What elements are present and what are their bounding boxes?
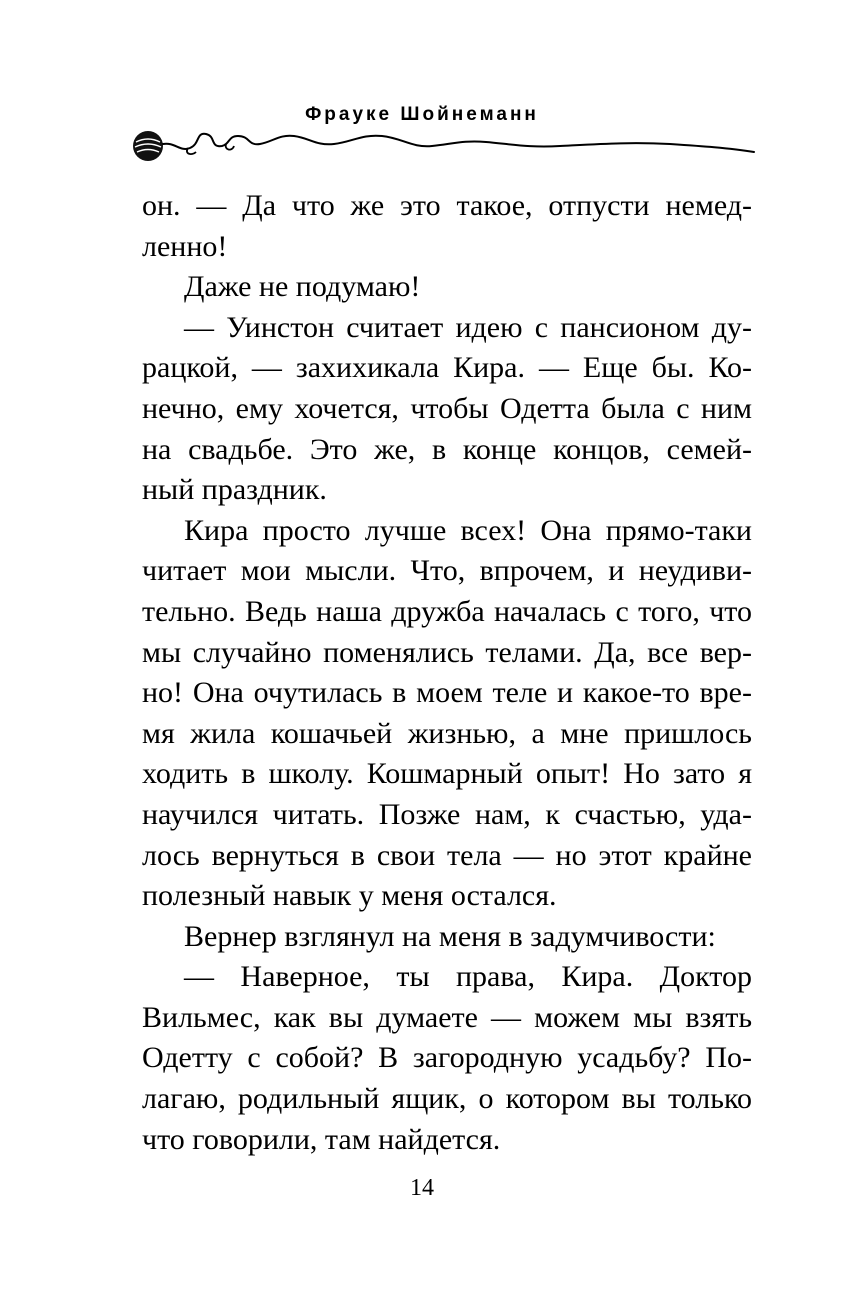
text-line: научился читать. Позже нам, к счастью, уда- bbox=[142, 797, 752, 831]
text-line: нечно, ему хочется, чтобы Одетта была с ним bbox=[142, 391, 752, 425]
text-line: лагаю, родильный ящик, о котором вы только bbox=[142, 1082, 752, 1116]
running-head: Фрауке Шойнеманн bbox=[305, 104, 539, 125]
text-line: читает мои мысли. Что, впрочем, и неудиви- bbox=[142, 554, 752, 588]
text-line: лось вернуться в свои тела — но этот крайне bbox=[142, 838, 752, 872]
text-line: Кира просто лучше всех! Она прямо-таки bbox=[184, 513, 752, 547]
text-line: рацкой, — захихикала Кира. — Еще бы. Ко- bbox=[142, 351, 752, 385]
text-line: Одетту с собой? В загородную усадьбу? По- bbox=[142, 1041, 752, 1075]
page-number: 14 bbox=[410, 1175, 434, 1201]
text-line: Вильмес, как вы думаете — можем мы взять bbox=[142, 1000, 752, 1034]
text-line: — Уинстон считает идею с пансионом ду- bbox=[184, 310, 752, 344]
text-line: мя жила кошачьей жизнью, а мне пришлось bbox=[142, 716, 752, 750]
text-line: — Наверное, ты права, Кира. Доктор bbox=[184, 960, 752, 994]
text-line: на свадьбе. Это же, в конце концов, семей- bbox=[142, 432, 752, 466]
text-line: полезный навык у меня остался. bbox=[142, 879, 557, 913]
text-line: что говорили, там найдется. bbox=[142, 1122, 501, 1156]
yarn-ball-icon bbox=[130, 122, 760, 166]
text-line: Вернер взглянул на меня в задумчивости: bbox=[184, 919, 716, 953]
text-line: мы случайно поменялись телами. Да, все вер- bbox=[142, 635, 752, 669]
text-line: ходить в школу. Кошмарный опыт! Но зато я bbox=[142, 757, 752, 791]
text-line: но! Она очутилась в моем теле и какое-то вре- bbox=[142, 676, 752, 710]
text-line: Даже не подумаю! bbox=[184, 270, 421, 304]
text-line: тельно. Ведь наша дружба началась с того, что bbox=[142, 594, 752, 628]
body-text bbox=[142, 186, 752, 1160]
text-line: ленно! bbox=[142, 229, 228, 263]
text-line: он. — Да что же это такое, отпусти немед- bbox=[142, 189, 752, 222]
text-line: ный праздник. bbox=[142, 473, 327, 507]
